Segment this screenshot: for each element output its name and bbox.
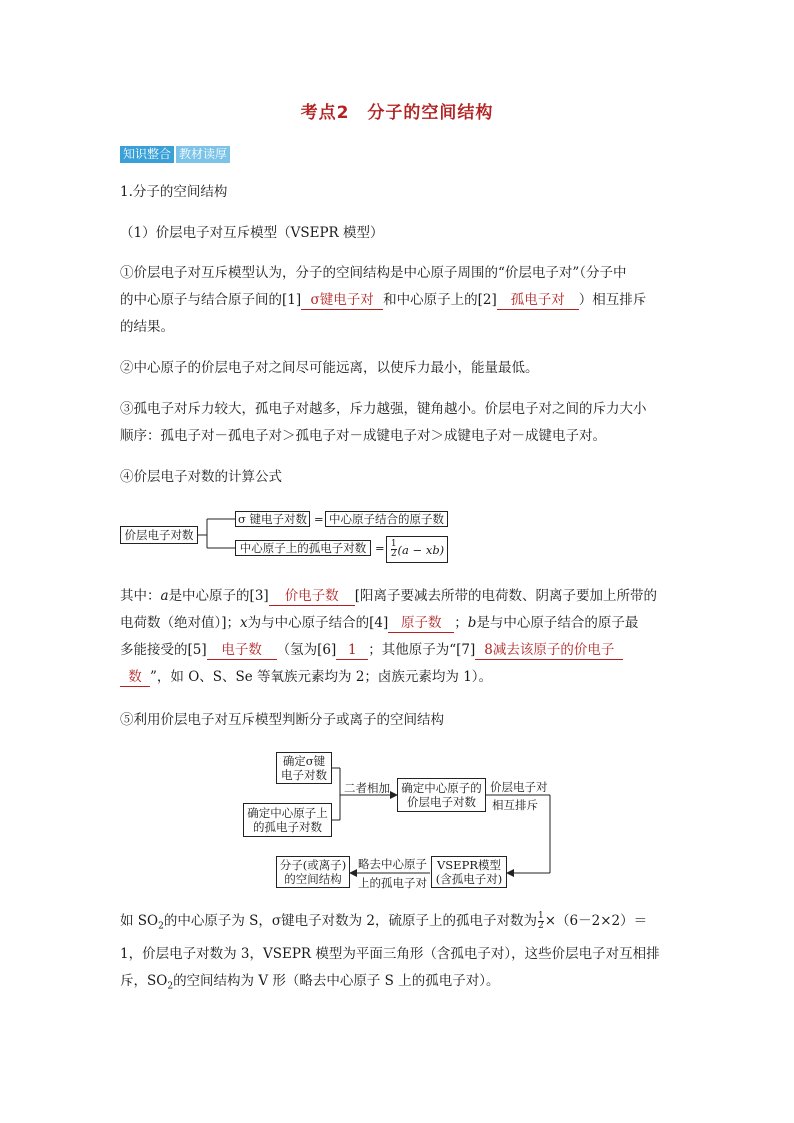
- eq-2: =: [375, 541, 385, 555]
- tag-knowledge: 知识整合: [120, 146, 174, 163]
- box-lone-pairs: 确定中心原子上 的孤电子对数: [243, 803, 332, 837]
- paragraph-3: ③孤电子对斥力较大，孤电子对越多，斥力越强，键角越小。价层电子对之间的斥力大小 顺序：孤电子对－孤电子对＞孤电子对－成键电子对＞成键电子对－成键电子对。: [120, 401, 647, 444]
- sigma-box: σ 键电子对数: [235, 511, 310, 527]
- heading-vsepr: （1）价层电子对互斥模型（VSEPR 模型）: [120, 225, 384, 241]
- paragraph-5: 其中：a是中心原子的[3] 价电子数 [阳离子要减去所带的电荷数、阴离子要加上所带的 电荷数（绝对值）]；x为与中心原子结合的[4] 原子数 ；b是与中心原子结合的原子最 多能接受的[5] 电子数 （氢为[6] 1 ；其他原子为“[7] 8减去该原子的价电子 数 ”，如 O、S、Se 等氧族元素均为 2；卤族元素均为 1）。: [120, 588, 657, 685]
- label-omit-1: 略去中心原子: [358, 857, 427, 871]
- section-tag: [120, 146, 230, 163]
- label-sum: 二者相加: [344, 781, 390, 795]
- blank-7: 8减去该原子的价电子: [475, 641, 623, 660]
- blank-3: 价电子数: [269, 587, 355, 606]
- paragraph-4: ④价层电子对数的计算公式: [120, 469, 282, 485]
- page-title: 考点2 分子的空间结构: [300, 103, 494, 123]
- blank-5: 电子数: [207, 641, 277, 660]
- box-spatial-structure: 分子(或离子) 的空间结构: [276, 856, 350, 888]
- paragraph-6: ⑤利用价层电子对互斥模型判断分子或离子的空间结构: [120, 712, 444, 728]
- box-sigma: 确定σ键 电子对数: [276, 752, 332, 784]
- heading-1: 1.分子的空间结构: [120, 184, 228, 200]
- box-vsepr-model: VSEPR模型 (含孤电子对): [431, 856, 507, 888]
- formula-box: $\frac{1}{2}$ (a − xb): [386, 536, 448, 563]
- blank-7-cont: 数: [120, 668, 150, 687]
- paragraph-2: ②中心原子的价层电子对之间尽可能远离，以使斥力最小，能量最低。: [120, 360, 539, 376]
- paragraph-1: ①价层电子对互斥模型认为，分子的空间结构是中心原子周围的“价层电子对”（分子中 的中心原子与结合原子间的[1] σ键电子对 和中心原子上的[2] 孤电子对 ）相互排斥 的结果。: [120, 265, 647, 335]
- box-valence-pairs: 确定中心原子的 价层电子对数: [397, 778, 486, 812]
- label-repel-2: 相互排斥: [492, 798, 538, 812]
- eq-1: =: [314, 512, 324, 526]
- blank-2: 孤电子对: [497, 291, 579, 310]
- blank-6: 1: [336, 641, 368, 660]
- blank-1: σ键电子对: [301, 291, 383, 310]
- root-box: 价层电子对数: [120, 526, 198, 544]
- tag-textbook: 教材读厚: [176, 146, 230, 163]
- label-repel-1: 价层电子对: [490, 780, 548, 794]
- blank-4: 原子数: [388, 614, 454, 633]
- atoms-box: 中心原子结合的原子数: [325, 511, 448, 527]
- paragraph-7: 如 $SO_2$的中心原子为 S，σ键电子对数为 2，硫原子上的孤电子对数为 $\frac{1}{2}$ ×（6－2×2）＝ 1，价层电子对数为 3，VSEPR 模型为平面三角形（含孤电子对），这些价层电子对互相排 斥，$SO_2$的空间结构为 V 形（略去中心原子 S 上的孤电子对）。: [120, 911, 660, 992]
- label-omit-2: 上的孤电子对: [358, 876, 427, 890]
- lone-pair-box: 中心原子上的孤电子对数: [235, 540, 371, 556]
